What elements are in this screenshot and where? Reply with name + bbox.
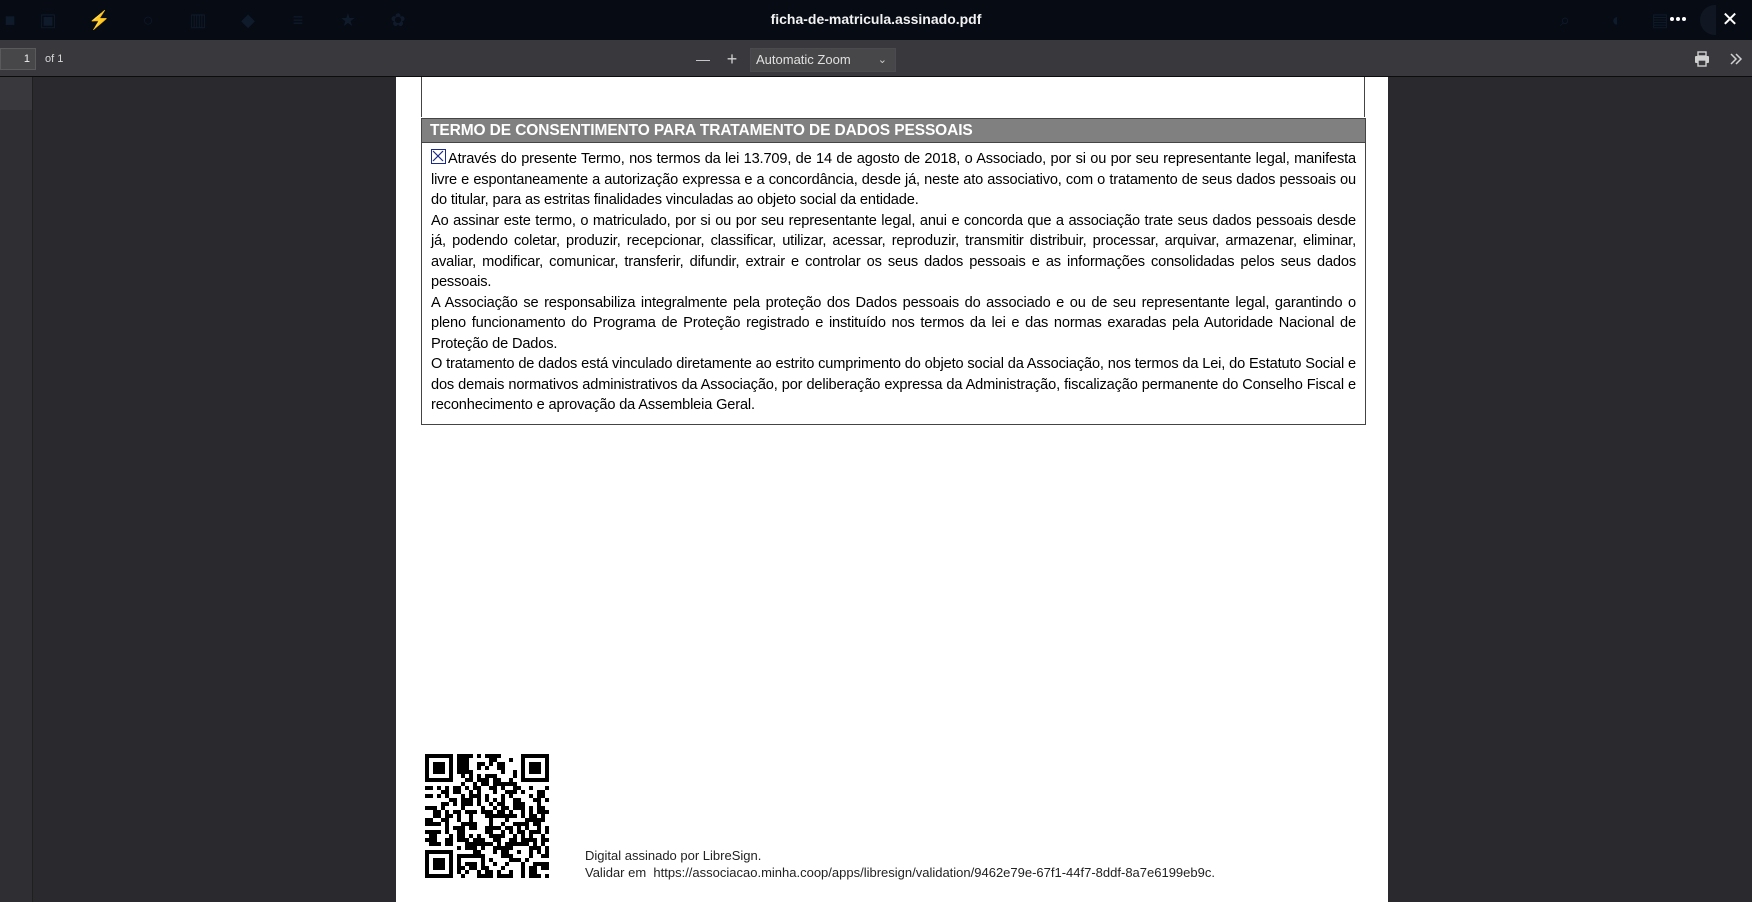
paragraph-1-text: Através do presente Termo, nos termos da lei 13.709, de 14 de agosto de 2018, o Associado, por si ou por seu representante legal, manifesta livre e espontaneamente a autorização expressa e a concordância, desde já, neste ato associativo, com o tratamento de seus dados pessoais ou do titular, para as estritas finalidades vinculadas ao objeto social da entidade. <box>431 151 1356 208</box>
document-title: ficha-de-matricula.assinado.pdf <box>770 11 982 27</box>
signature-stamp <box>585 847 1215 881</box>
zoom-value: Automatic Zoom <box>756 52 851 67</box>
print-icon <box>1694 51 1710 67</box>
chart-icon: ▥ <box>189 10 207 30</box>
chevron-down-icon: ⌄ <box>877 54 887 66</box>
previous-section-box <box>421 77 1365 117</box>
ellipsis-icon <box>1669 0 1687 40</box>
zoom-select[interactable] <box>750 48 896 72</box>
validation-qr-code <box>425 754 549 878</box>
page-count-label: of 1 <box>45 53 64 65</box>
page-thumbnail[interactable] <box>0 77 32 110</box>
paragraph-4: O tratamento de dados está vinculado diretamente ao estrito cumprimento do objeto social da Associação, nos termos da Lei, do Estatuto Social e dos demais normativos administrativos da Associação, por deliberação expressa da Administração, fiscalização permanente do Conselho Fiscal e reconhecimento e aprovação da Assembleia Geral. <box>431 356 1356 413</box>
minus-icon: — <box>696 51 710 67</box>
consent-checkbox[interactable] <box>431 149 446 164</box>
plus-icon: + <box>726 49 738 69</box>
settings-icon: ✿ <box>390 10 406 30</box>
zoom-out-button[interactable] <box>691 47 715 71</box>
pdf-toolbar <box>0 40 1752 77</box>
double-chevron-right-icon <box>1728 51 1744 67</box>
close-viewer-button[interactable] <box>1716 0 1744 40</box>
sidebar-thumbnails[interactable] <box>0 77 33 902</box>
section-title: TERMO DE CONSENTIMENTO PARA TRATAMENTO DE DADOS PESSOAIS <box>422 119 1365 143</box>
activity-icon: ⚡ <box>88 10 111 30</box>
paragraph-2: Ao assinar este termo, o matriculado, por si ou por seu representante legal, anui e concorda que a associação trate seus dados pessoais desde já, podendo coletar, produzir, recepcionar, classificar, utilizar, acessar, reproduzir, transmitir distribuir, processar, arquivar, armazenar, eliminar, avaliar, modificar, comunicar, transferir, difundir, extrair e controlar os seus dados pessoais e as informações consolidadas pelos seus dados pessoais. <box>431 212 1356 290</box>
search-circle-icon: ○ <box>142 10 154 30</box>
contacts-menu-icon: ▤ <box>1651 10 1669 30</box>
viewer-header <box>0 0 1752 40</box>
section-body <box>422 143 1365 416</box>
page-number-input[interactable] <box>0 48 36 70</box>
signature-line-1: Digital assinado por LibreSign. <box>585 848 762 863</box>
close-icon: ✕ <box>1721 9 1739 31</box>
paragraph-1 <box>431 149 1356 211</box>
consent-section <box>421 118 1366 425</box>
search-icon: ⌕ <box>1559 10 1571 30</box>
viewer-menu-button[interactable] <box>1662 0 1694 40</box>
files-icon: ▣ <box>39 10 57 30</box>
signature-validation-link[interactable]: Validar em https://associacao.minha.coop/apps/libresign/validation/9462e79e-67f1-44f7-8ddf-8a7e6199eb9c. <box>585 865 1215 880</box>
star-icon: ★ <box>339 10 357 30</box>
list-icon: ≡ <box>292 10 304 30</box>
check-x-icon <box>432 150 444 162</box>
paragraph-3: A Associação se responsabiliza integralmente pela proteção dos Dados pessoais do associado e ou de seu representante legal, garantindo o pleno funcionamento do Programa de Proteção registrado e instituído nos termos da lei e das normas exaradas pela Autoridade Nacional de Proteção de Dados. <box>431 294 1356 352</box>
zoom-in-button[interactable] <box>720 47 744 71</box>
bell-icon: ◖ <box>1609 10 1621 30</box>
contacts-icon: ◆ <box>241 10 255 30</box>
pdf-page <box>396 77 1388 902</box>
tools-button[interactable] <box>1724 47 1748 71</box>
print-button[interactable] <box>1690 47 1714 71</box>
app-icon: ■ <box>4 10 16 30</box>
